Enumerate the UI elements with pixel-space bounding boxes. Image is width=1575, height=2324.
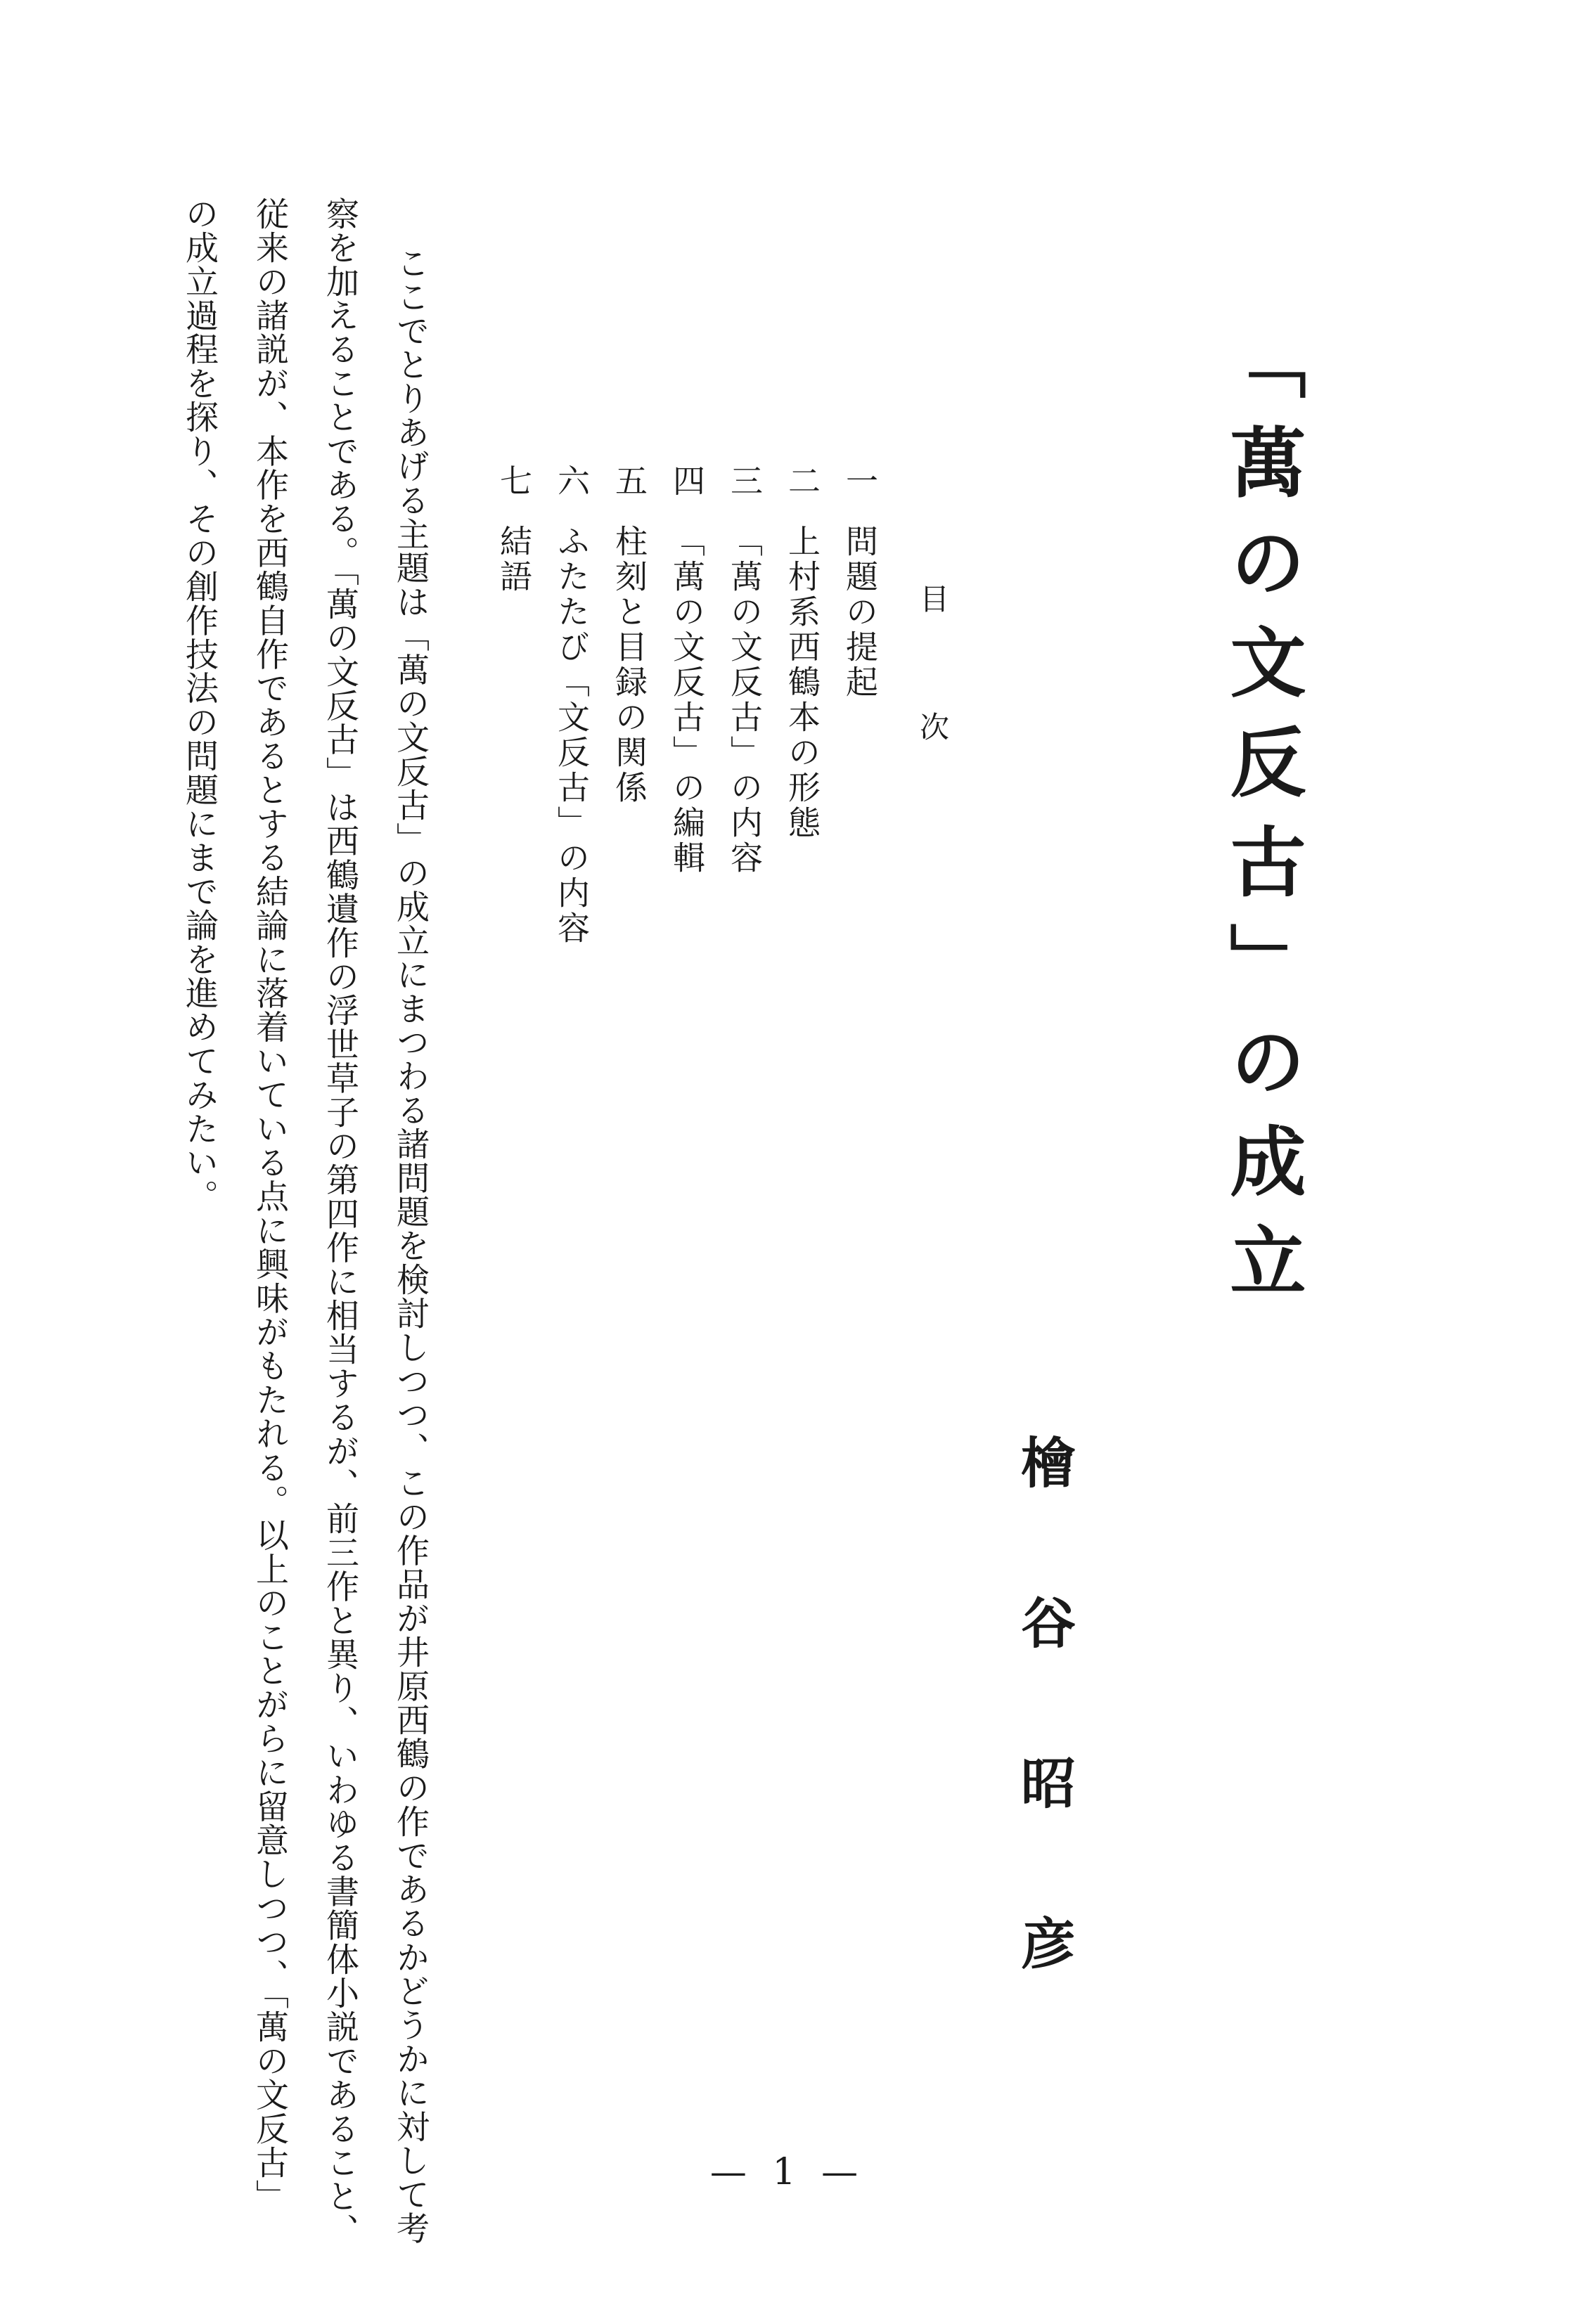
- toc-heading: 目次: [915, 583, 950, 839]
- toc-item-label: 結語: [495, 524, 533, 595]
- toc-item: [668, 464, 706, 876]
- body-text-line: 従来の諸説が、本作を西鶴自作であるとする結論に落着いている点に興味がもたれる。以上のことがらに留意しつつ、「萬の文反古」: [250, 197, 289, 2214]
- toc-item-label: 柱刻と目録の関係: [610, 524, 648, 806]
- toc-item: [783, 464, 821, 841]
- toc-item-number: 七: [495, 464, 533, 499]
- body-text-line: の成立過程を探り、その創作技法の問題にまで論を進めてみたい。: [180, 197, 219, 1213]
- toc-item-number: 五: [610, 464, 648, 499]
- toc-item-label: 「萬の文反古」の内容: [726, 524, 764, 876]
- toc-item-number: 一: [841, 464, 879, 499]
- toc-item-label: 上村系西鶴本の形態: [783, 524, 821, 841]
- page-number: — 1 —: [709, 2151, 866, 2193]
- toc-item-number: 四: [668, 464, 706, 499]
- toc-item-label: ふたたび「文反古」の内容: [553, 524, 591, 946]
- toc-item: [553, 464, 591, 946]
- toc-item: [495, 464, 533, 595]
- body-text-line: 察を加えることである。「萬の文反古」は西鶴遺作の浮世草子の第四作に相当するが、前三作と異り、いわゆる書簡体小説であること、: [321, 197, 359, 2247]
- toc-item-number: 二: [783, 464, 821, 499]
- toc-item: [610, 464, 648, 806]
- toc-item-label: 問題の提起: [841, 524, 879, 700]
- author-name: 檜谷昭彦: [1012, 1434, 1076, 2075]
- toc-item: [841, 464, 879, 700]
- toc-item-label: 「萬の文反古」の編輯: [668, 524, 706, 876]
- body-text-line: ここでとりあげる主題は「萬の文反古」の成立にまつわる諸問題を検討しつつ、この作品が井原西鶴の作であるかどうかに対して考: [391, 246, 430, 2245]
- toc-item-number: 三: [726, 464, 764, 499]
- article-title: 「萬の文反古」の成立: [1217, 323, 1306, 1322]
- toc-item-number: 六: [553, 464, 591, 499]
- toc-item: [726, 464, 764, 876]
